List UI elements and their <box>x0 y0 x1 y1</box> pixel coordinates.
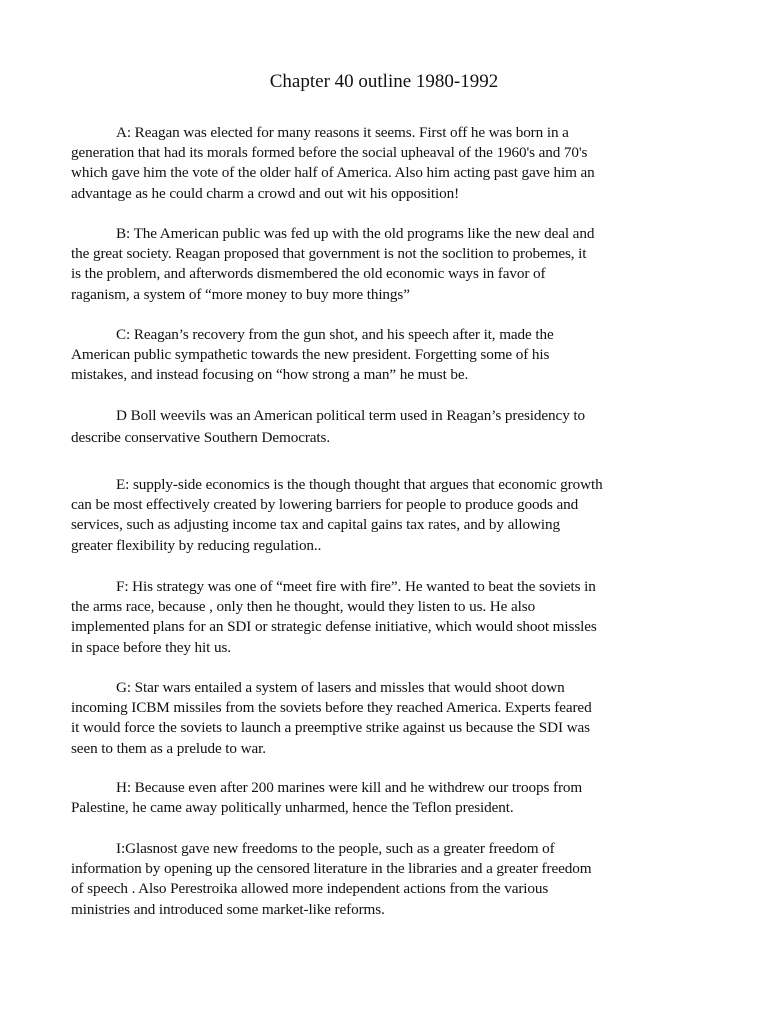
text-line: is the problem, and afterwords dismembered the old economic ways in favor of <box>71 265 546 283</box>
text-line: F: His strategy was one of “meet fire with fire”. He wanted to beat the soviets in <box>116 578 596 595</box>
paragraph-b <box>71 224 693 305</box>
page-title: Chapter 40 outline 1980-1992 <box>269 71 499 92</box>
text-line: in space before they hit us. <box>71 638 231 656</box>
text-line: G: Star wars entailed a system of lasers and missles that would shoot down <box>116 679 565 696</box>
text-line: ministries and introduced some market-like reforms. <box>71 900 385 918</box>
text-line: seen to them as a prelude to war. <box>71 739 266 757</box>
paragraph-g <box>71 678 693 759</box>
paragraph-a <box>71 123 693 204</box>
text-line: raganism, a system of “more money to buy more things” <box>71 285 410 303</box>
text-line: American public sympathetic towards the new president. Forgetting some of his <box>71 346 550 364</box>
paragraph-f <box>71 577 693 658</box>
text-line: A: Reagan was elected for many reasons it seems. First off he was born in a <box>116 124 569 141</box>
paragraph-d <box>71 405 693 449</box>
text-line: H: Because even after 200 marines were kill and he withdrew our troops from <box>116 779 583 796</box>
text-line: implemented plans for an SDI or strategic defense initiative, which would shoot missles <box>71 618 597 636</box>
text-line: the arms race, because , only then he thought, would they listen to us. He also <box>71 598 536 616</box>
text-line: mistakes, and instead focusing on “how strong a man” he must be. <box>71 366 469 384</box>
text-line: generation that had its morals formed before the social upheaval of the 1960's and 70's <box>71 144 588 162</box>
text-line: advantage as he could charm a crowd and out wit his opposition! <box>71 184 460 202</box>
text-line: D Boll weevils was an American political term used in Reagan’s presidency to <box>116 407 585 424</box>
text-line: Palestine, he came away politically unharmed, hence the Teflon president. <box>71 799 514 817</box>
text-line: incoming ICBM missiles from the soviets before they reached America. Experts feared <box>71 699 592 717</box>
text-line: E: supply-side economics is the though thought that argues that economic growth <box>116 476 603 493</box>
paragraph-h <box>71 778 693 818</box>
text-line: it would force the soviets to launch a preemptive strike against us because the SDI was <box>71 719 590 737</box>
text-line: greater flexibility by reducing regulation.. <box>71 536 322 554</box>
text-line: of speech . Also Perestroika allowed more independent actions from the various <box>71 880 549 898</box>
paragraph-i <box>71 839 693 920</box>
text-line: can be most effectively created by lowering barriers for people to produce goods and <box>71 496 579 514</box>
text-line: B: The American public was fed up with the old programs like the new deal and <box>116 225 595 242</box>
text-line: information by opening up the censored literature in the libraries and a greater freedom <box>71 860 592 878</box>
text-line: the great society. Reagan proposed that government is not the soclition to probemes, it <box>71 245 587 263</box>
text-line: which gave him the vote of the older half of America. Also him acting past gave him an <box>71 164 595 182</box>
paragraph-e <box>71 475 693 556</box>
text-line: describe conservative Southern Democrats. <box>71 429 331 446</box>
text-line: I:Glasnost gave new freedoms to the people, such as a greater freedom of <box>116 840 555 857</box>
text-line: services, such as adjusting income tax and capital gains tax rates, and by allowing <box>71 516 560 534</box>
paragraph-c <box>71 325 693 386</box>
text-line: C: Reagan’s recovery from the gun shot, and his speech after it, made the <box>116 326 554 343</box>
